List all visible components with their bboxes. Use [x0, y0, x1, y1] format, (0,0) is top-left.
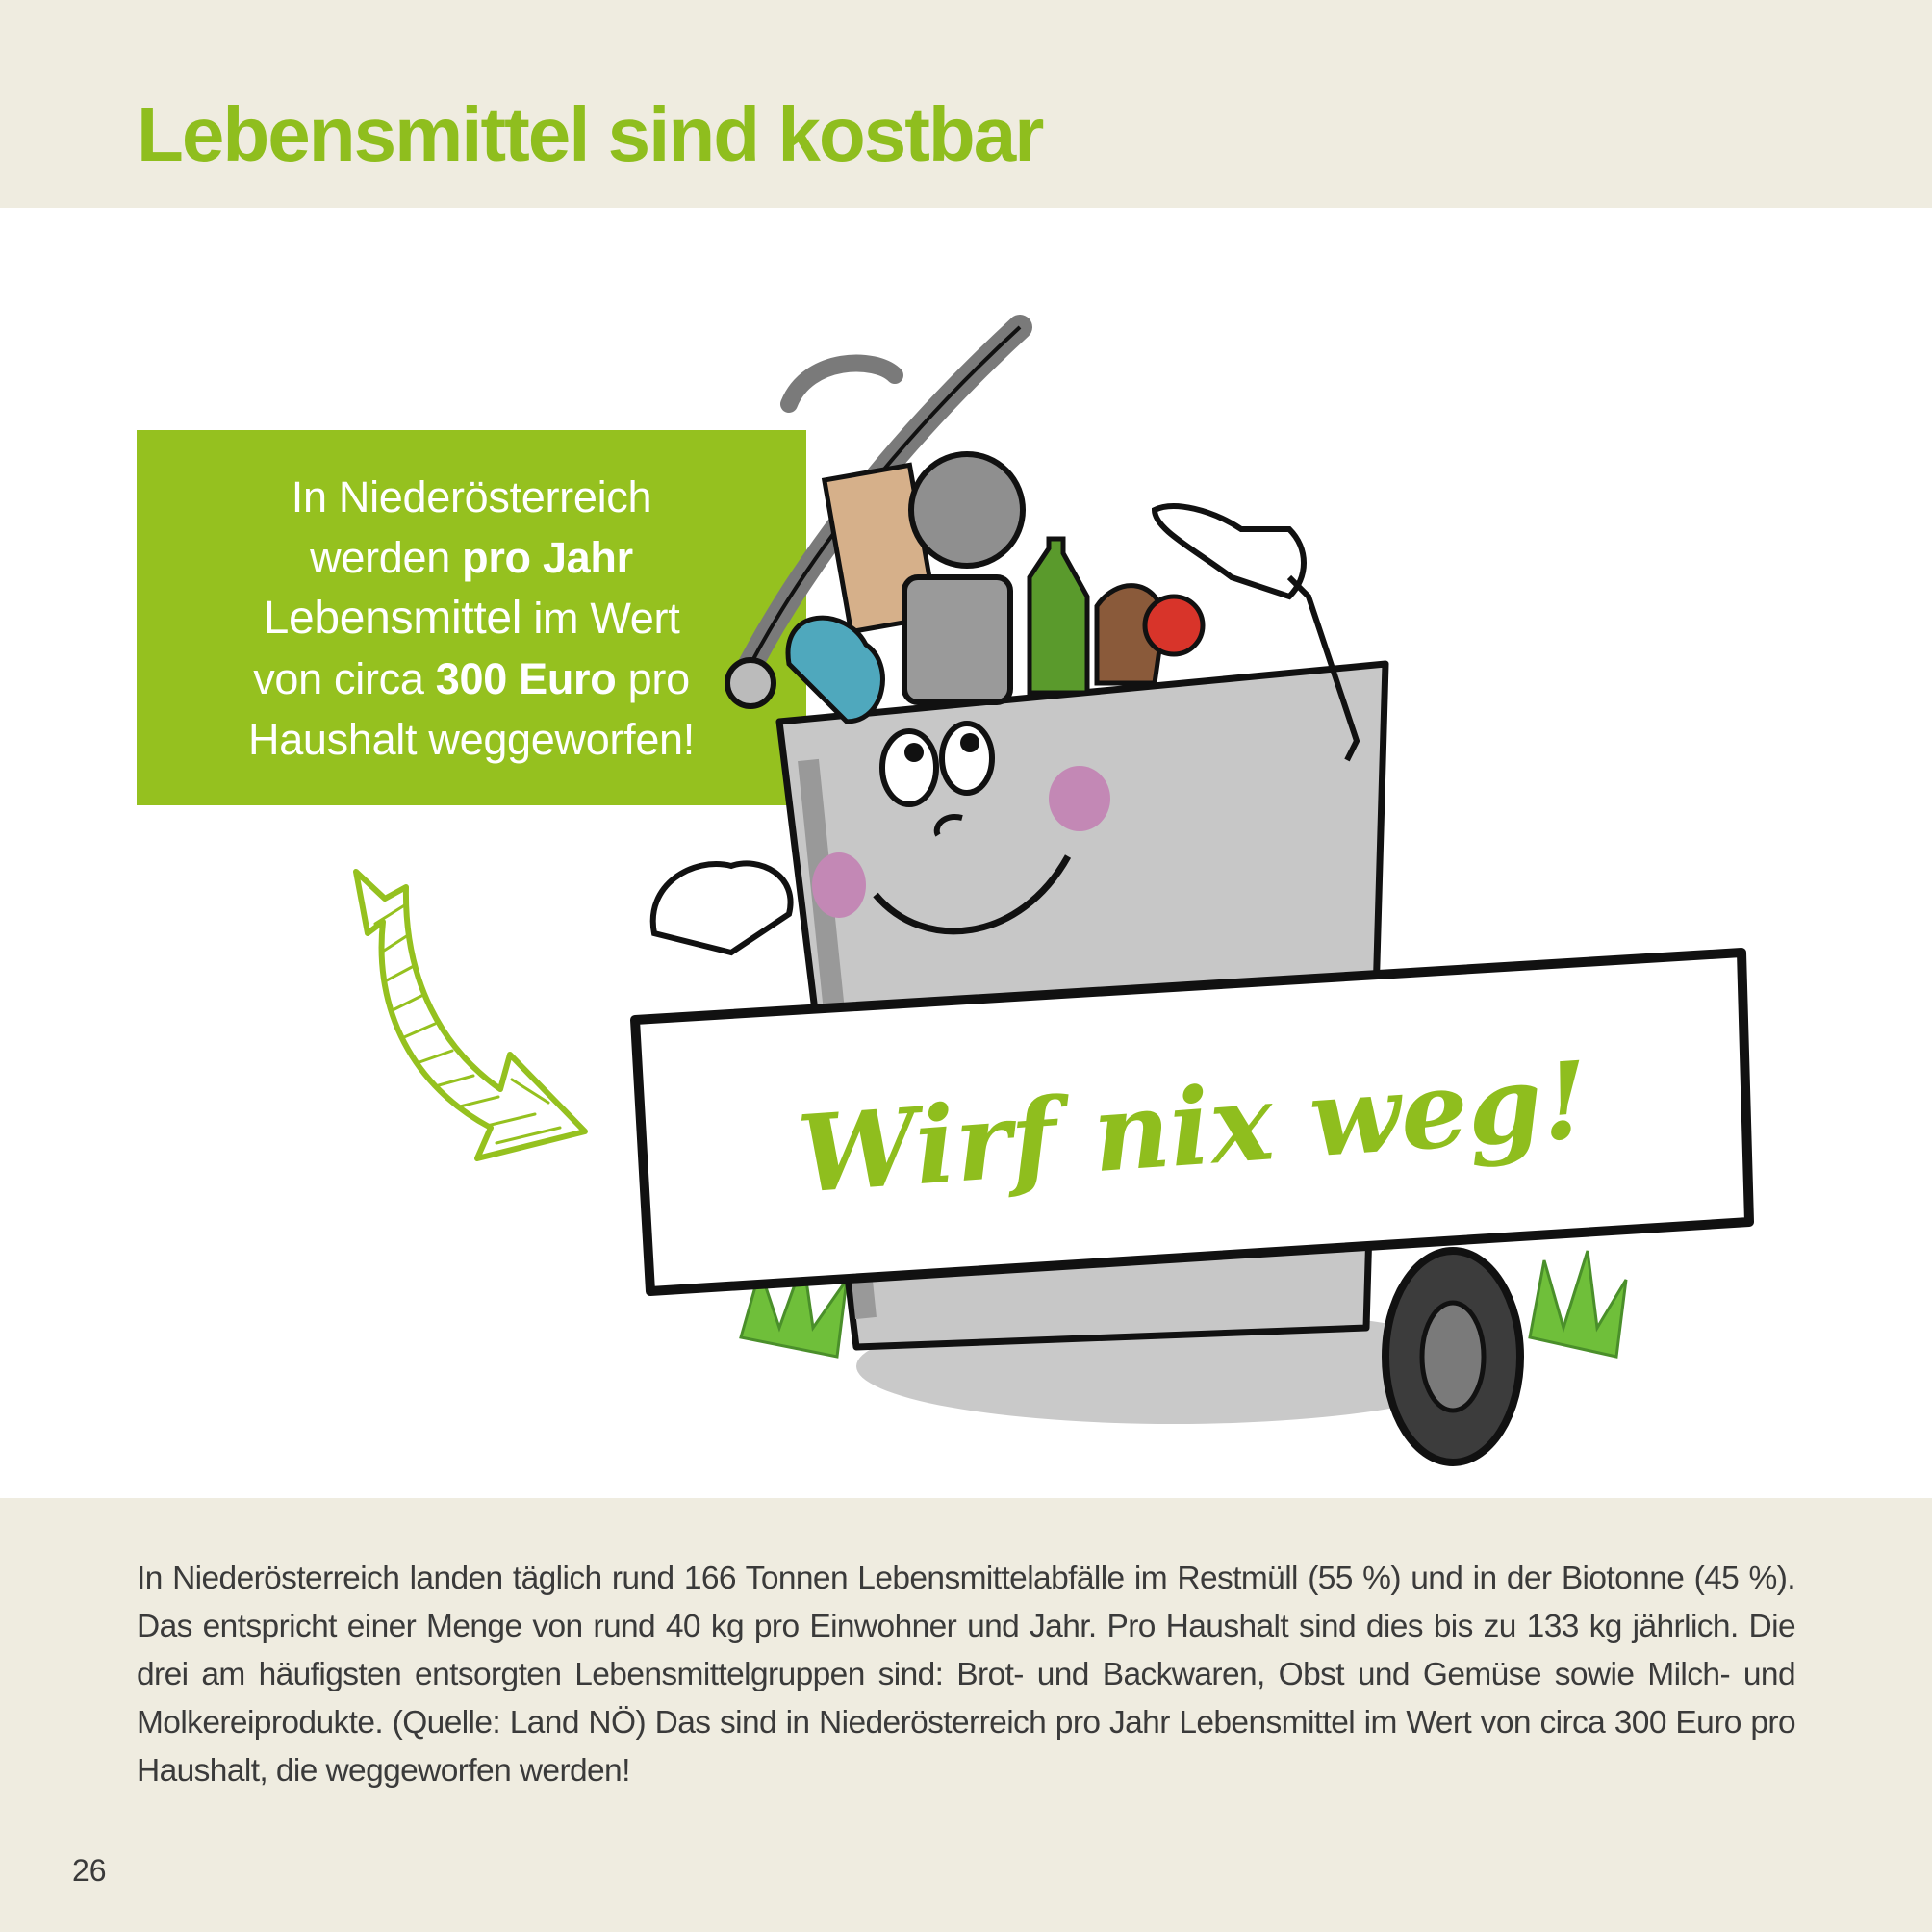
body-paragraph: In Niederösterreich landen täglich rund 166 Tonnen Lebensmittelabfälle im Restmüll (55 %) und in der Biotonne (45 %). Das entspricht einer Menge von rund 40 kg pro Einwohner und Jahr. Pro Haushalt sind dies bis zu 133 kg jährlich. Die drei am häufigsten entsorgten Lebensmittelgruppen sind: Brot- und Backwaren, Obst und Gemüse sowie Milch- und Molkereiprodukte. (Quelle: Land NÖ) Das sind in Niederösterreich pro Jahr Lebensmittel im Wert von circa 300 Euro pro Haushalt, die weggeworfen werden!	[137, 1561, 1795, 1789]
page-title: Lebensmittel sind kostbar	[137, 91, 1043, 177]
page-number: 26	[72, 1853, 107, 1888]
fact-line-5: Haushalt weggeworfen!	[248, 714, 695, 764]
fact-line-4-text: von circa	[253, 653, 436, 703]
fact-line-4-rest: pro	[616, 653, 690, 703]
fact-line-3-rest: im Wert	[521, 593, 680, 643]
fact-line-4-bold: 300 Euro	[435, 653, 617, 703]
fact-line-3-text: Lebensmittel	[263, 592, 522, 644]
fact-line-1: In Niederösterreich	[291, 471, 652, 521]
fact-line-2-bold: pro Jahr	[462, 532, 633, 582]
sign-text: Wirf nix weg!	[794, 1037, 1592, 1217]
fact-line-2-text: werden	[310, 532, 463, 582]
trash-can-illustration	[616, 260, 1770, 1491]
curved-arrow-icon	[346, 866, 597, 1164]
